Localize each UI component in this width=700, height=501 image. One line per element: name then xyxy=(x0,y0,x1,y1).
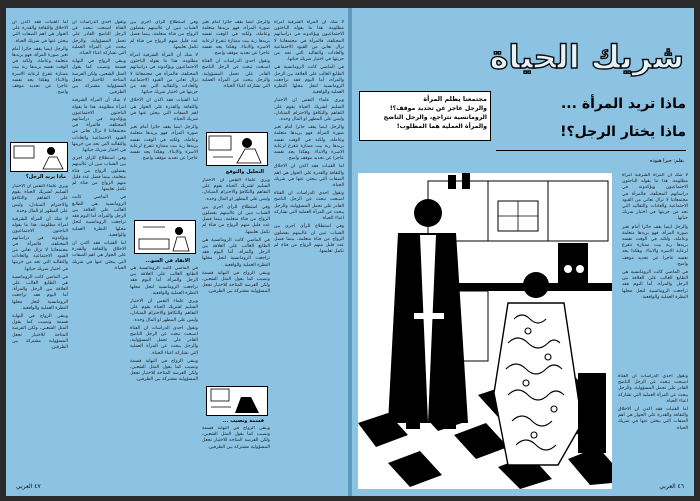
paragraph: ويبقى الزواج في النهاية قسمة ونصيب كما يقول المثل الشعبي، ولكن الفرصة المتاحة للاختيار تجعل المسؤولية مشتركة بين الطرفين. xyxy=(130,358,198,383)
paragraph: وفي استطلاع للرأي اجري بين الشباب تبين ان غالبيتهم يفضلون الزواج من فتاة متعلمة، بينما فضل عدد قليل منهم الزواج من فتاة لم تكمل تعليمها. xyxy=(130,20,198,50)
paragraph: في الماضي كانت الرومانسية هي الطابع الغالب على العلاقة بين الرجل والمرأة، أما اليوم فقد تراجعت الرومانسية لتحل محلها النظرة العملية والواقعية. xyxy=(130,266,198,296)
paragraph: ويرى علماء النفس ان الاختيار السليم لشريك الحياة يقوم على التفاهم والتكافؤ والاحترام المتبادل، وليس على المظهر او المال وحده. xyxy=(12,184,68,214)
article-subtitle: ماذا تريد المرأة ... xyxy=(560,96,686,112)
paragraph: وتقول احدى الدراسات ان الفتاة اصبحت تبحث عن الرجل الناضج القادر على تحمل المسؤولية، والرجل يبحث عن المرأة العملية التي تشاركه اعباء الحياة. xyxy=(274,191,344,222)
paragraph: وتقول احدى الدراسات ان الفتاة اصبحت تبحث عن الرجل الناضج القادر على تحمل المسؤولية، والرجل يبحث عن المرأة العملية التي تشاركه اعباء الحياة. xyxy=(618,374,688,404)
page-number: ٤٧ العربي xyxy=(16,483,41,490)
section-heading: التحليل والتوقع xyxy=(225,169,264,175)
paragraph: في الماضي كانت الرومانسية هي الطابع الغالب على العلاقة بين الرجل والمرأة، أما اليوم فقد تراجعت الرومانسية لتحل محلها النظرة العملية والواقعية. xyxy=(72,195,126,238)
paragraph: ويبقى الزواج في النهاية قسمة ونصيب كما يقول المثل الشعبي، ولكن الفرصة المتاحة للاختيار تجعل المسؤولية مشتركة بين الطرفين. xyxy=(202,426,270,450)
paragraph: ويرى علماء النفس ان الاختيار السليم لشريك الحياة يقوم على التفاهم والتكافؤ والاحترام المتبادل، وليس على المظهر او المال وحده. xyxy=(274,98,344,123)
text-column xyxy=(618,374,688,480)
text-column xyxy=(12,184,68,474)
paragraph: وفي استطلاع للرأي اجري بين الشباب تبين ان غالبيتهم يفضلون الزواج من فتاة متعلمة، بينما فضل عدد قليل منهم الزواج من فتاة لم تكمل تعليمها. xyxy=(274,224,344,255)
article-title: شريك الحياة xyxy=(489,38,684,76)
main-illustration xyxy=(358,173,612,489)
right-page xyxy=(352,8,694,496)
text-column xyxy=(72,20,126,482)
section-heading: الانقاد في السو... xyxy=(145,258,190,264)
left-page xyxy=(6,8,348,496)
paragraph: اما الفتيات فقد اكدن ان الاخلاق والثقافة والقدرة على الحوار هي اهم الصفات التي يبحثن عنها في شريك الحياة. xyxy=(72,240,126,271)
lead-line: مجتمعنا يظلم المرأة xyxy=(423,95,487,103)
paragraph: ويبقى الزواج في النهاية قسمة ونصيب كما يقول المثل الشعبي، ولكن الفرصة المتاحة للاختيار تجعل المسؤولية مشتركة بين الطرفين. xyxy=(12,314,68,351)
paragraph: ويرى علماء النفس ان الاختيار السليم لشريك الحياة يقوم على التفاهم والتكافؤ والاحترام المتبادل، وليس على المظهر او المال وحده. xyxy=(202,178,270,202)
text-column xyxy=(130,20,198,220)
illustration-vignette xyxy=(206,386,268,416)
paragraph: في الماضي كانت الرومانسية هي الطابع الغالب على العلاقة بين الرجل والمرأة، أما اليوم فقد تراجعت الرومانسية لتحل محلها النظرة العملية والواقعية. xyxy=(202,237,270,268)
couple-sketch-icon xyxy=(207,133,267,165)
paragraph: في الماضي كانت الرومانسية هي الطابع الغالب على العلاقة بين الرجل والمرأة، أما اليوم فقد تراجعت الرومانسية لتحل محلها النظرة العملية والواقعية. xyxy=(622,270,688,300)
couple-sketch-icon xyxy=(207,387,267,415)
paragraph: لا شك أن المرأة الشرقية امرأة مظلومة. هذا ما يقوله الباحثون الاجتماعيون ويؤكدونه في دراساتهم المختلفة، فالمرأة في مجتمعاتنا لا تزال تعاني من القيود الاجتماعية والعادات والتقاليد التي تحد من حريتها في اختيار شريك حياتها. xyxy=(12,217,68,272)
text-column xyxy=(622,173,688,373)
magazine-spread xyxy=(6,8,694,496)
text-column xyxy=(202,20,270,130)
paragraph: والرجل ايضا يقف حائرا أمام تغير صورة المرأة، فهو يريدها متعلمة وعاملة، ولكنه في الوقت نفسه يريدها ربة بيت ممتازة تتفرغ لرعاية الاسرة والابناء. وهكذا يجد نفسه عاجزا عن تحديد موقف واضح. xyxy=(274,125,344,162)
paragraph: في الماضي كانت الرومانسية هي الطابع الغالب على العلاقة بين الرجل والمرأة، أما اليوم فقد تراجعت الرومانسية لتحل محلها النظرة العملية والواقعية. xyxy=(12,274,68,311)
paragraph: ويبقى الزواج في النهاية قسمة ونصيب كما يقول المثل الشعبي، ولكن الفرصة المتاحة للاختيار تجعل المسؤولية مشتركة بين الطرفين. xyxy=(72,59,126,96)
text-column xyxy=(130,266,198,482)
lead-line: والرجل عاجز عن تحديد موقف؟! xyxy=(389,105,487,112)
paragraph: لا شك أن المرأة الشرقية امرأة مظلومة. هذا ما يقوله الباحثون الاجتماعيون ويؤكدونه في دراساتهم المختلفة، فالمرأة في مجتمعاتنا لا تزال تعاني من القيود الاجتماعية والعادات والتقاليد التي تحد من حريتها في اختيار شريك حياتها. xyxy=(72,98,126,154)
paragraph: لا شك أن المرأة الشرقية امرأة مظلومة. هذا ما يقوله الباحثون الاجتماعيون ويؤكدونه في دراساتهم المختلفة، فالمرأة في مجتمعاتنا لا تزال تعاني من القيود الاجتماعية والعادات والتقاليد التي تحد من حريتها في اختيار شريك حياتها. xyxy=(622,173,688,222)
paragraph: وفي استطلاع للرأي اجري بين الشباب تبين ان غالبيتهم يفضلون الزواج من فتاة متعلمة، بينما فضل عدد قليل منهم الزواج من فتاة لم تكمل تعليمها. xyxy=(72,156,126,193)
paragraph: والرجل ايضا يقف حائرا أمام تغير صورة المرأة، فهو يريدها متعلمة وعاملة، ولكنه في الوقت نفسه يريدها ربة بيت ممتازة تتفرغ لرعاية الاسرة والابناء. وهكذا يجد نفسه عاجزا عن تحديد موقف واضح. xyxy=(622,224,688,267)
section-heading: ماذا يريد الرجل؟ xyxy=(25,174,66,180)
couple-sketch-icon xyxy=(11,143,67,171)
lead-box xyxy=(359,91,491,141)
paragraph: ويبقى الزواج في النهاية قسمة ونصيب كما يقول المثل الشعبي، ولكن الفرصة المتاحة للاختيار تجعل المسؤولية مشتركة بين الطرفين. xyxy=(202,270,270,295)
paragraph: وتقول احدى الدراسات ان الفتاة اصبحت تبحث عن الرجل الناضج القادر على تحمل المسؤولية، والرجل يبحث عن المرأة العملية التي تشاركه اعباء الحياة. xyxy=(202,59,270,90)
lead-line: والمرأة العملية هما المطلوب! xyxy=(396,123,487,130)
paragraph: والرجل ايضا يقف حائرا أمام تغير صورة المرأة، فهو يريدها متعلمة وعاملة، ولكنه في الوقت نفسه يريدها ربة بيت ممتازة تتفرغ لرعاية الاسرة والابناء. وهكذا يجد نفسه عاجزا عن تحديد موقف واضح. xyxy=(130,125,198,162)
paragraph: اما الفتيات فقد اكدن ان الاخلاق والثقافة والقدرة على الحوار هي اهم الصفات التي يبحثن عنها في شريك الحياة. xyxy=(12,20,68,44)
paragraph: لا شك أن المرأة الشرقية امرأة مظلومة. هذا ما يقوله الباحثون الاجتماعيون ويؤكدونه في دراساتهم المختلفة، فالمرأة في مجتمعاتنا لا تزال تعاني من القيود الاجتماعية والعادات والتقاليد التي تحد من حريتها في اختيار شريك حياتها. xyxy=(274,20,344,63)
desk-scene-icon xyxy=(135,221,195,253)
text-column xyxy=(202,426,270,482)
paragraph: وتقول احدى الدراسات ان الفتاة اصبحت تبحث عن الرجل الناضج القادر على تحمل المسؤولية، والرجل يبحث عن المرأة العملية التي تشاركه اعباء الحياة. xyxy=(72,20,126,57)
text-column xyxy=(12,20,68,140)
paragraph: لا شك أن المرأة الشرقية امرأة مظلومة. هذا ما يقوله الباحثون الاجتماعيون ويؤكدونه في دراساتهم المختلفة، فالمرأة في مجتمعاتنا لا تزال تعاني من القيود الاجتماعية والعادات والتقاليد التي تحد من حريتها في اختيار شريك حياتها. xyxy=(130,53,198,96)
lead-line: الرومانسية تتراجع، والرجل الناضج xyxy=(383,114,487,121)
illustration-vignette xyxy=(10,142,68,172)
illustration-vignette xyxy=(134,220,196,254)
paragraph: ويرى علماء النفس ان الاختيار السليم لشريك الحياة يقوم على التفاهم والتكافؤ والاحترام المتبادل، وليس على المظهر او المال وحده. xyxy=(130,299,198,323)
divider xyxy=(496,150,686,151)
paragraph: وفي استطلاع للرأي اجري بين الشباب تبين ان غالبيتهم يفضلون الزواج من فتاة متعلمة، بينما فضل عدد قليل منهم الزواج من فتاة لم تكمل تعليمها. xyxy=(202,204,270,235)
paragraph: والرجل ايضا يقف حائرا أمام تغير صورة المرأة، فهو يريدها متعلمة وعاملة، ولكنه في الوقت نفسه يريدها ربة بيت ممتازة تتفرغ لرعاية الاسرة والابناء. وهكذا يجد نفسه عاجزا عن تحديد موقف واضح. xyxy=(202,20,270,57)
text-column xyxy=(202,178,270,383)
text-column xyxy=(274,20,344,480)
page-number: ٤٦ العربي xyxy=(659,483,684,490)
paragraph: والرجل ايضا يقف حائرا أمام تغير صورة المرأة، فهو يريدها متعلمة وعاملة، ولكنه في الوقت نفسه يريدها ربة بيت ممتازة تتفرغ لرعاية الاسرة والابناء. وهكذا يجد نفسه عاجزا عن تحديد موقف واضح. xyxy=(12,46,68,96)
paragraph: اما الفتيات فقد اكدن ان الاخلاق والثقافة والقدرة على الحوار هي اهم الصفات التي يبحثن عنها في شريك الحياة. xyxy=(618,407,688,431)
paragraph: في الماضي كانت الرومانسية هي الطابع الغالب على العلاقة بين الرجل والمرأة، أما اليوم فقد تراجعت الرومانسية لتحل محلها النظرة العملية والواقعية. xyxy=(274,65,344,96)
article-subtitle: ماذا يختار الرجل؟! xyxy=(560,124,686,140)
byline: بقلم: جيرا هنوده xyxy=(649,158,684,164)
paragraph: اما الفتيات فقد اكدن ان الاخلاق والثقافة والقدرة على الحوار هي اهم الصفات التي يبحثن عنها في شريك الحياة. xyxy=(274,164,344,189)
paragraph: اما الفتيات فقد اكدن ان الاخلاق والثقافة والقدرة على الحوار هي اهم الصفات التي يبحثن عنها في شريك الحياة. xyxy=(130,98,198,123)
illustration-vignette xyxy=(206,132,268,166)
paragraph: وتقول احدى الدراسات ان الفتاة اصبحت تبحث عن الرجل الناضج القادر على تحمل المسؤولية، والرجل يبحث عن المرأة العملية التي تشاركه اعباء الحياة. xyxy=(130,325,198,356)
section-heading: قسمة ونصيب ... xyxy=(222,418,264,424)
couple-in-kitchen-illustration xyxy=(358,173,612,489)
